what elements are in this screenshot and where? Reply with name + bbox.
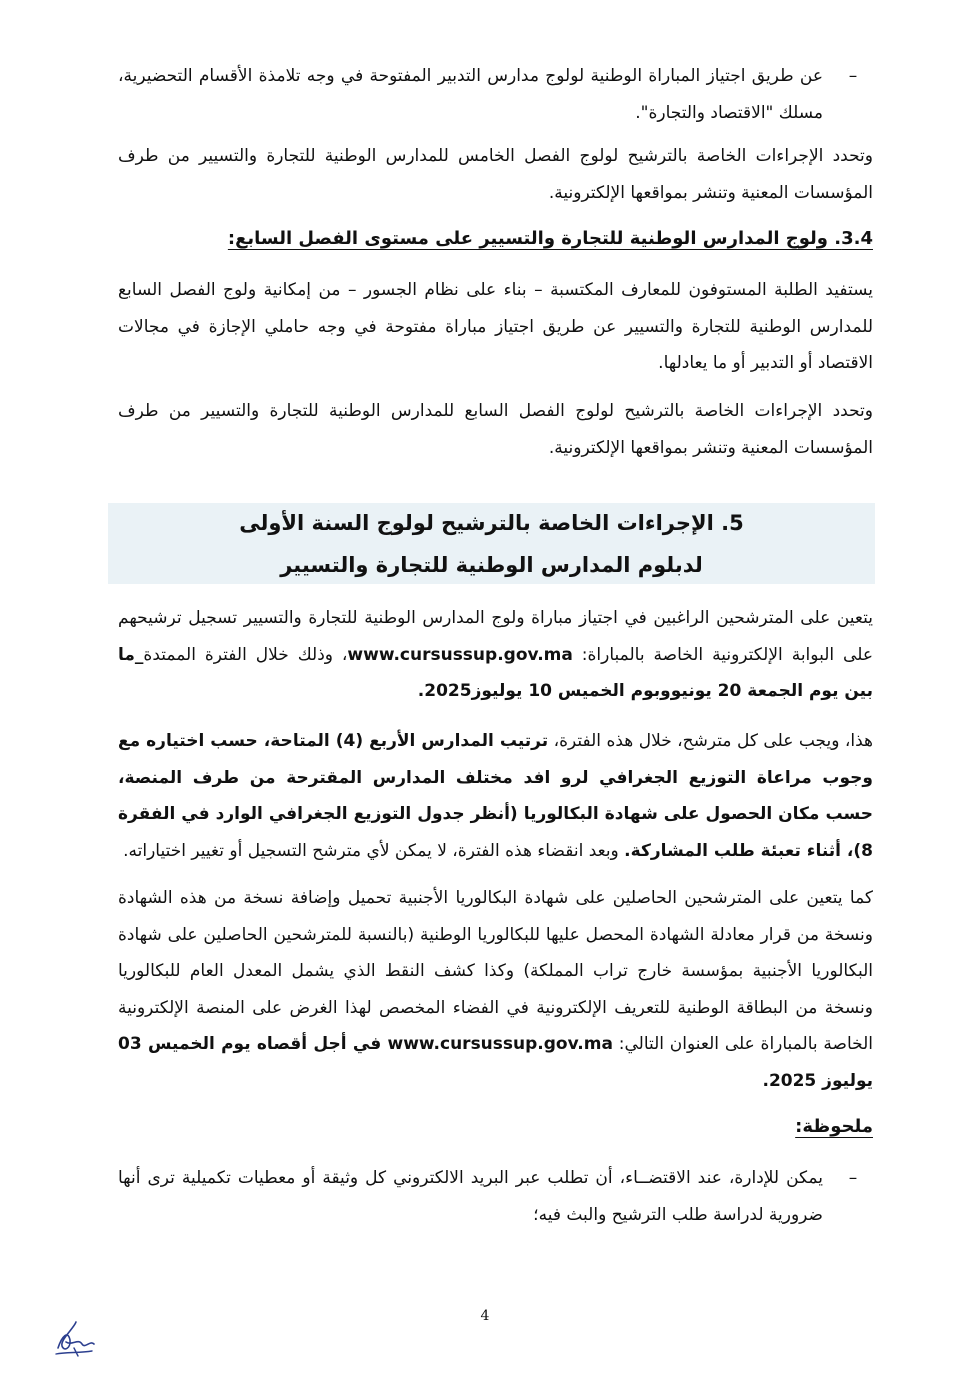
registration-url: www.cursussup.gov.ma: [347, 644, 573, 665]
order-intro-text: هذا، ويجب على كل مترشح، خلال هذه الفترة،: [548, 731, 873, 751]
paragraph-school-order: [118, 723, 873, 869]
bullet-text: عن طريق اجتياز المباراة الوطنية لولوج مدارس التدبير المفتوحة في وجه تلامذة الأقسام التحضيرية، مسلك "الاقتصاد والتجارة".: [118, 66, 823, 123]
section-5-title-line-1: 5. الإجراءات الخاصة بالترشيح لولوج السنة الأولى: [239, 511, 744, 535]
signature-mark: [52, 1318, 98, 1362]
bullet-dash: –: [848, 1168, 858, 1188]
section-5-title-line-2: لدبلوم المدارس الوطنية للتجارة والتسيير: [280, 553, 703, 577]
foreign-url: www.cursussup.gov.ma: [387, 1034, 613, 1054]
note-heading: ملحوظة:: [795, 1116, 873, 1137]
bullet-text: يمكن للإدارة، عند الاقتضــاء، أن تطلب عبر البريد الالكتروني كل وثيقة أو معطيات تكميلية ترى أنها ضرورية لدراسة طلب الترشيح والبث فيه؛: [118, 1168, 823, 1225]
page-number: 4: [480, 1308, 490, 1324]
paragraph-seventh-semester-procedures: وتحدد الإجراءات الخاصة بالترشيح لولوج الفصل السابع للمدارس الوطنية للتجارة والتسيير من طرف المؤسسات المعنية وتنشر بمواقعها الإلكترونية.: [118, 401, 873, 458]
paragraph-fifth-semester: وتحدد الإجراءات الخاصة بالترشيح لولوج الفصل الخامس للمدارس الوطنية للتجارة والتسيير من طرف المؤسسات المعنية وتنشر بمواقعها الإلكترونية.: [118, 146, 873, 203]
registration-period-text: ، وذلك خلال الفترة الممتدة: [143, 644, 348, 665]
note-bullet: [118, 1160, 873, 1233]
order-requirement-text: ترتيب المدارس الأربع (4) المتاحة، حسب اختياره مع وجوب مراعاة التوزيع الجغرافي لرو افد مختلف المدارس المقترحة من طرف المنصة، حسب مكان الحصول على شهادة البكالوريا (أنظر جدول التوزيع الجغرافي الوارد في الفقرة 8)، أثناء تعبئة طلب المشاركة.: [118, 731, 873, 861]
foreign-deadline: في أجل أقصاه يوم الخميس 03 يوليوز 2025.: [118, 1034, 873, 1091]
paragraph-registration: [118, 600, 873, 710]
paragraph-seventh-semester-access: يستفيد الطلبة المستوفون للمعارف المكتسبة – بناء على نظام الجسور – من إمكانية ولوج الفصل السابع للمدارس الوطنية للتجارة والتسيير عن طريق اجتياز مباراة مفتوحة في وجه حاملي الإجازة في مجالات الاقتصاد أو التدبير أو ما يعادلها.: [118, 280, 873, 373]
registration-text: يتعين على المترشحين الراغبين في اجتياز مباراة ولوج المدارس الوطنية للتجارة والتسيير تسجيل ترشيحهم على البوابة الإلكترونية الخاصة بالمباراة:: [118, 608, 873, 665]
heading-3-4: 3.4. ولوج المدارس الوطنية للتجارة والتسيير على مستوى الفصل السابع:: [227, 228, 873, 249]
bullet-dash: –: [848, 66, 858, 86]
paragraph-foreign-baccalaureate: [118, 880, 873, 1099]
order-closing-text: وبعد انقضاء هذه الفترة، لا يمكن لأي مترشح التسجيل أو تغيير اختياراته.: [123, 840, 625, 861]
registration-dates: _ما بين يوم الجمعة 20 يونيووبوم الخميس 10 يوليوز2025.: [118, 644, 873, 701]
intro-bullet: [118, 58, 873, 131]
foreign-text: كما يتعين على المترشحين الحاصلين على شهادة البكالوريا الأجنبية تحميل وإضافة نسخة من هذه الشهادة ونسخة من قرار معادلة الشهادة المحصل عليها للبكالوريا الوطنية (بالنسبة للمترشحين الحاصلين على شهادة البكالوريا الأجنبية بمؤسسة خارج تراب المملكة) وكذا كشف النقط الذي يشمل المعدل العام للبكالوريا ونسخة من البطاقة الوطنية للتعريف الإلكترونية في الفضاء المخصص لهذا الغرض على المنصة الإلكترونية الخاصة بالمباراة على العنوان التالي:: [118, 888, 873, 1054]
